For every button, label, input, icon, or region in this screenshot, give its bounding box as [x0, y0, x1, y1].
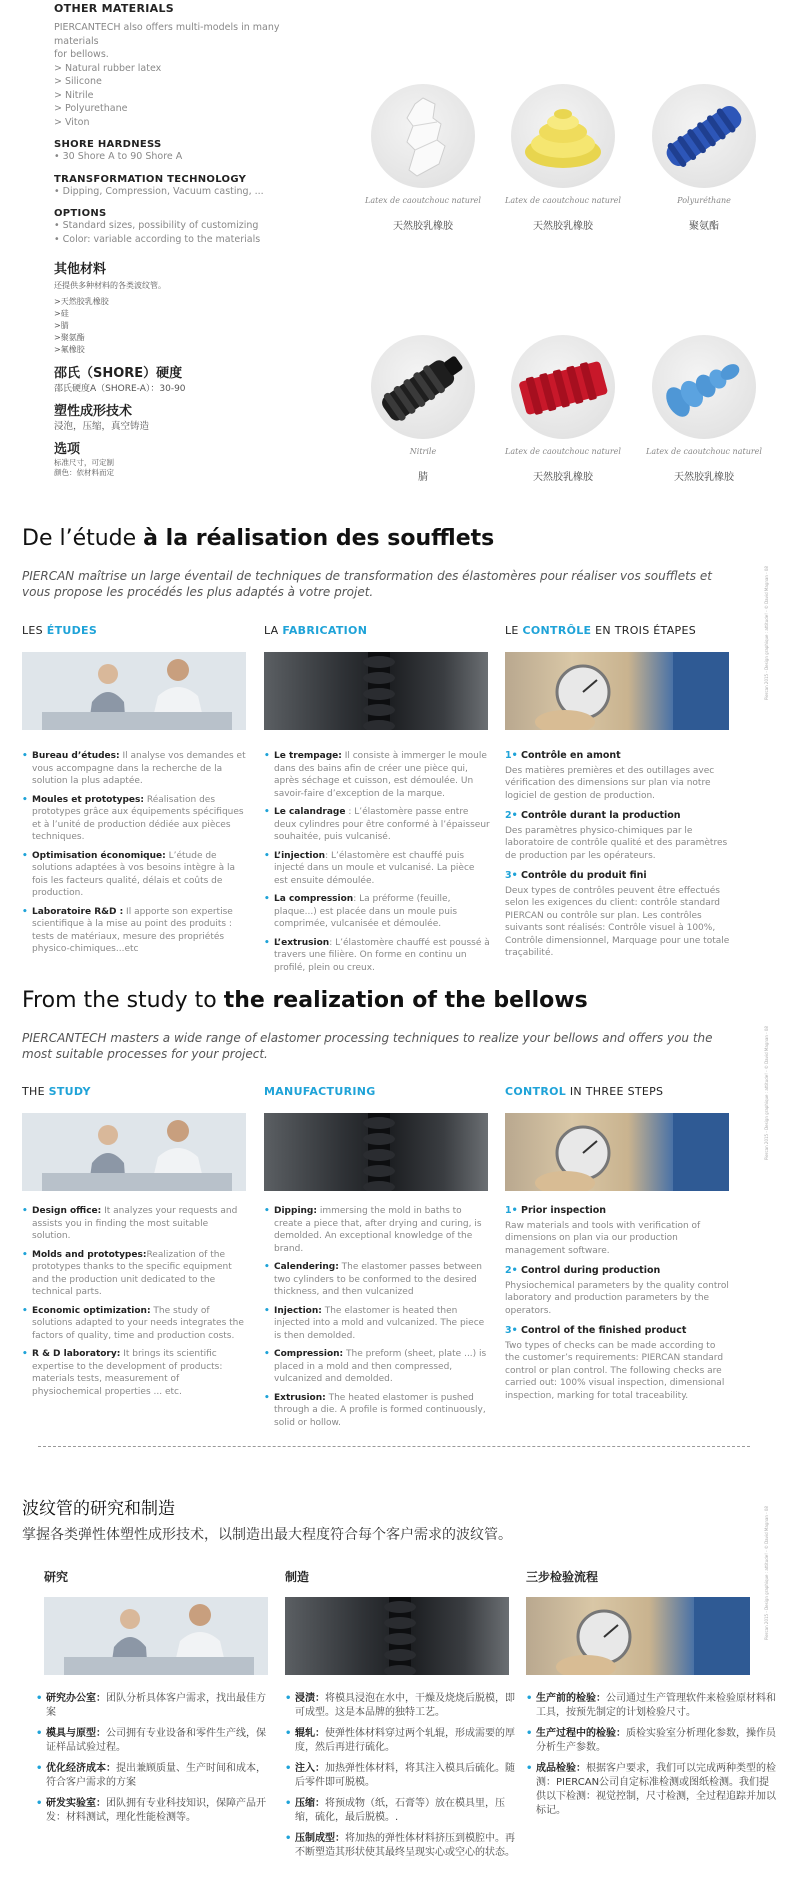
step-heading [505, 750, 731, 763]
item-text: : L’élastomère est chauffé puis injecté dans un moule et vulcanisé. La pièce est ensuite démoulée. [274, 850, 475, 886]
en-title-plain: From the study to [22, 988, 224, 1013]
en-ctrl-list [505, 1205, 731, 1410]
fr-col-studies [22, 624, 97, 637]
item-key: 研究办公室： [46, 1693, 106, 1704]
cn-other-list [54, 296, 314, 356]
step-heading [505, 1205, 731, 1218]
item-text: Il analyse vos demandes et vous accompagne dans la recherche de la solution la plus adaptée. [32, 751, 246, 786]
cn-shore-title: 邵氏（SHORE）硬度 [54, 366, 183, 381]
product-latex-yellow [503, 84, 623, 232]
cn-options-title: 选项 [54, 442, 81, 457]
en-intro: PIERCANTECH masters a wide range of elastomer processing techniques to realize your bellows and offers you the most suitable processes for your project. [22, 1031, 713, 1061]
item-key: 模具与原型： [46, 1728, 106, 1739]
product-latin: Latex de caoutchouc naturel [505, 447, 621, 456]
item-text: 公司拥有专业设备和零件生产线，保证样品试验过程。 [46, 1728, 266, 1753]
product-cn: 天然胶乳橡胶 [674, 472, 734, 483]
item-key: 研发实验室： [46, 1798, 106, 1809]
list-item [264, 893, 490, 931]
office-photo [22, 1113, 246, 1191]
cn-intro: 掌握各类弹性体塑性成形技术，以制造出最大程度符合每个客户需求的波纹管。 [22, 1527, 512, 1543]
material-item: > Polyurethane [54, 103, 128, 114]
item-text: 加热弹性体材料，将其注入模具后硫化。随后零件即可脱模。 [295, 1763, 515, 1788]
side-credit: Piercan 2015 - Design graphique : attitude! - © David Magnan - 08 [764, 566, 769, 700]
item-key: 注入： [295, 1763, 325, 1774]
options-text: • Standard sizes, possibility of customizing • Color: variable according to the materials [54, 220, 261, 245]
list-item [36, 1727, 268, 1755]
shore-value: 30 Shore A to 90 Shore A [62, 151, 183, 162]
item-text: 将模具浸泡在水中，干燥及烧烧后脱模，即可成型。这是本品牌的独特工艺。 [295, 1693, 515, 1718]
en-title-bold: the realization of the bellows [223, 988, 588, 1013]
item-text: The elastomer passes between two cylinders to be conformed to the desired thickness, and then vulcanized [274, 1262, 483, 1297]
fr-col-fabrication [264, 624, 367, 637]
control-photo [505, 652, 729, 730]
cn-material-item: >天然胶乳橡胶 [54, 297, 109, 306]
en-title [22, 988, 588, 1013]
step-title: Contrôle du produit fini [517, 870, 647, 881]
product-cn: 天然胶乳橡胶 [533, 221, 593, 232]
list-item [264, 1305, 490, 1343]
other-materials-title: OTHER MATERIALS [54, 2, 175, 15]
section-divider [38, 1446, 750, 1447]
item-text: immersing the mold in baths to create a piece that, after drying and curing, is demolded. An exceptional knowledge of the brand. [274, 1206, 482, 1254]
list-item [22, 1249, 248, 1299]
trans-text: • Dipping, Compression, Vacuum casting, ... [54, 185, 264, 197]
step-text: Deux types de contrôles peuvent être effectués selon les exigences du client: contrôle standard PIERCAN ou contrôle sur plan. Les contrôles suivants sont réalisés: Contrôle visuel à 100%, Contrôle dimensionnel, Marquage pour une totale traçabilité. [505, 885, 730, 958]
list-item [22, 794, 248, 844]
item-text: Réalisation des prototypes grâce aux équipements spécifiques et à l’unité de production dédiée aux pièces techniques. [32, 794, 244, 842]
fr-title [22, 526, 494, 551]
shore-text: • 30 Shore A to 90 Shore A [54, 151, 183, 162]
item-key: Laboratoire R&D : [32, 906, 124, 917]
list-item [285, 1692, 517, 1720]
list-item [285, 1762, 517, 1790]
fr-col1-pre: LES [22, 624, 47, 637]
trans-title: TRANSFORMATION TECHNOLOGY [54, 173, 247, 185]
item-key: Optimisation économique: [32, 850, 166, 861]
step-text: Des paramètres physico-chimiques par le laboratoire de contrôle qualité et des paramètres de production par les opérateurs. [505, 825, 728, 861]
fr-col3-post: EN TROIS ÉTAPES [591, 624, 696, 637]
product-nitrile [363, 335, 483, 483]
cn-material-item: >氟橡胶 [54, 345, 85, 354]
control-photo [505, 1113, 729, 1191]
en-col1-hl: STUDY [48, 1085, 91, 1098]
product-latex-red [503, 335, 623, 483]
list-item [22, 1205, 248, 1243]
list-item [36, 1762, 268, 1790]
list-item [264, 1261, 490, 1299]
list-item [526, 1692, 776, 1720]
step-heading [505, 810, 731, 823]
product-latin: Nitrile [409, 447, 437, 456]
en-col3-post: IN THREE STEPS [566, 1085, 664, 1098]
step-text: Raw materials and tools with verification of dimensions on plan via our production management software. [505, 1220, 701, 1256]
fr-study-list [22, 750, 248, 962]
item-text: 将加热的弹性体材料挤压到模腔中。再不断塑造其形状使其最终呈现实心或空心的状态。 [295, 1833, 515, 1858]
product-cn: 腈 [418, 472, 428, 483]
step-number: 3• [505, 870, 518, 881]
product-cn: 聚氨酯 [689, 221, 719, 232]
side-credit: Piercan 2015 - Design graphique : attitude! - © David Magnan - 08 [764, 1506, 769, 1640]
step-heading [505, 1325, 731, 1338]
cn-title: 波纹管的研究和制造 [22, 1499, 175, 1519]
step-number: 1• [505, 1205, 518, 1216]
cn-col-manufacturing: 制造 [285, 1570, 310, 1584]
step-heading [505, 870, 731, 883]
fr-col1-hl: ÉTUDES [46, 624, 98, 637]
fr-col-control [505, 624, 696, 637]
list-item [264, 1205, 490, 1255]
step-heading [505, 1265, 731, 1278]
cn-trans-text: 浸泡，压缩，真空铸造 [54, 421, 150, 432]
item-text: : L’élastomère chauffé est poussé à travers une filière. On forme en continu un profilé, plein ou creux. [274, 937, 490, 973]
product-image [371, 335, 475, 439]
product-latin: Polyuréthane [677, 196, 731, 205]
cn-material-item: >腈 [54, 321, 69, 330]
cn-other-intro: 还提供多种材料的各类波纹管。 [54, 281, 166, 290]
item-text: The preform (sheet, plate ...) is placed in a mold and then compressed, vulcanized and demolded. [274, 1349, 487, 1384]
manufacturing-photo [285, 1597, 509, 1675]
cn-material-item: >聚氨酯 [54, 333, 85, 342]
en-study-list [22, 1205, 248, 1404]
step-title: Control of the finished product [517, 1325, 687, 1336]
product-image [371, 84, 475, 188]
fr-intro: PIERCAN maîtrise un large éventail de techniques de transformation des élastomères pour réaliser vos soufflets et vous propose les procédés les plus adaptés à votre projet. [22, 569, 712, 599]
cn-col-control: 三步检验流程 [526, 1570, 599, 1584]
item-text: L’étude de solutions adaptées à vos besoins intègre à la fois les facteurs qualité, délais et coûts de production. [32, 850, 236, 898]
fr-col2-hl: FABRICATION [282, 624, 368, 637]
step-title: Control during production [517, 1265, 661, 1276]
product-image [511, 84, 615, 188]
material-item: > Viton [54, 116, 90, 128]
item-key: Molds and prototypes: [32, 1249, 147, 1260]
item-text: : La préforme (feuille, plaque...) est placée dans un moule puis comprimée, vulcanisée et démoulée. [274, 894, 458, 929]
item-key: 生产前的检验： [536, 1693, 606, 1704]
fr-col2-pre: LA [264, 624, 283, 637]
step-text: Des matières premières et des outillages avec vérification des dimensions sur plan via notre logiciel de gestion de production. [505, 765, 715, 801]
en-col-manufacturing [264, 1085, 376, 1098]
en-col2-hl: MANUFACTURING [264, 1085, 376, 1098]
item-text: 质检实验室分析理化参数，操作员分析生产参数。 [536, 1728, 776, 1753]
item-key: Dipping: [274, 1206, 317, 1216]
step-title: Contrôle en amont [517, 750, 621, 761]
fr-title-plain: De l’étude [22, 526, 144, 551]
cn-col-study: 研究 [44, 1570, 69, 1584]
product-cn: 天然胶乳橡胶 [533, 472, 593, 483]
material-item: > Nitrile [54, 89, 94, 101]
list-item [36, 1692, 268, 1720]
list-item [22, 1348, 248, 1398]
manufacturing-photo [264, 1113, 488, 1191]
item-text: 团队分析具体客户需求，找出最佳方案 [46, 1693, 266, 1718]
list-item [22, 1305, 248, 1343]
item-key: 优化经济成本： [46, 1763, 116, 1774]
step-number: 2• [505, 1265, 518, 1276]
cn-trans-title: 塑性成形技术 [54, 404, 133, 419]
item-text: 公司通过生产管理软件来检验原材料和工具，按预先制定的计划检验尺寸。 [536, 1693, 776, 1718]
en-mfg-list [264, 1205, 490, 1435]
list-item [526, 1727, 776, 1755]
item-text: It brings its scientific expertise to the development of products: materials tests, measurement of physiochemical properties ... etc. [32, 1349, 223, 1397]
fr-col3-hl: CONTRÔLE [522, 624, 592, 637]
list-item [285, 1727, 517, 1755]
item-key: Le trempage: [274, 751, 342, 761]
cn-option-item: 标准尺寸，可定制 [54, 458, 114, 467]
item-key: Injection: [274, 1305, 322, 1316]
step-text: Two types of checks can be made according to the customer’s requirements: PIERCAN standard control or plan control. The following checks are carried out: 100% visual inspection, dimensional inspection, marking for total traceability. [505, 1340, 725, 1401]
en-col-control [505, 1085, 663, 1098]
product-latex-white [363, 84, 483, 232]
list-item [264, 850, 490, 888]
item-key: Design office: [32, 1206, 102, 1216]
list-item [285, 1832, 517, 1860]
item-key: 辊轧： [295, 1728, 325, 1739]
shore-title: SHORE HARDNESS [54, 139, 162, 150]
option-item: Color: variable according to the materials [62, 233, 261, 245]
item-text: 团队拥有专业科技知识，保障产品开发：材料测试，理化性能检测等。 [46, 1798, 266, 1823]
control-photo [526, 1597, 750, 1675]
fr-mfg-list [264, 750, 490, 980]
step-number: 2• [505, 810, 518, 821]
product-cn: 天然胶乳橡胶 [393, 221, 453, 232]
intro-line: for bellows. [54, 49, 109, 60]
item-text: The elastomer is heated then injected into a mold and vulcanized. The piece is then demolded. [274, 1305, 485, 1341]
material-item: > Silicone [54, 76, 102, 87]
item-text: 使弹性体材料穿过两个轧辊，形成需要的厚度，然后再进行硫化。 [295, 1728, 515, 1753]
cn-ctrl-list [526, 1692, 776, 1825]
item-text: The study of solutions adapted to your needs integrates the factors of quality, time and production costs. [32, 1305, 244, 1341]
item-text: : L’élastomère passe entre deux cylindres pour être conformé à l’épaisseur souhaitée, puis vulcanisé. [274, 807, 490, 842]
item-key: Economic optimization: [32, 1305, 151, 1316]
other-materials-intro [54, 21, 314, 129]
product-image [652, 335, 756, 439]
manufacturing-photo [264, 652, 488, 730]
item-key: R & D laboratory: [32, 1349, 121, 1359]
item-key: 生产过程中的检验： [536, 1728, 626, 1739]
cn-study-list [36, 1692, 268, 1832]
item-key: Moules et prototypes: [32, 794, 144, 805]
item-text: The heated elastomer is pushed through a die. A profile is formed continuously, solid or hollow. [274, 1392, 486, 1428]
item-key: Compression: [274, 1349, 344, 1359]
option-item: Standard sizes, possibility of customizing [62, 220, 259, 231]
item-text: 将预成物（纸，石膏等）放在模具里，压缩，硫化，最后脱模。. [295, 1798, 505, 1823]
item-key: 压缩： [295, 1798, 325, 1809]
step-title: Contrôle durant la production [517, 810, 681, 821]
item-key: 成品检验： [536, 1763, 586, 1774]
material-item: > Natural rubber latex [54, 62, 162, 74]
fr-title-bold: à la réalisation des soufflets [143, 526, 495, 551]
list-item [264, 937, 490, 975]
item-text: It analyzes your requests and assists you in finding the most suitable solution. [32, 1206, 238, 1241]
item-key: 浸渍： [295, 1693, 325, 1704]
fr-col3-pre: LE [505, 624, 523, 637]
item-key: L’extrusion [274, 937, 330, 948]
en-col-study [22, 1085, 91, 1098]
item-key: La compression [274, 894, 354, 904]
office-photo [22, 652, 246, 730]
product-latin: Latex de caoutchouc naturel [646, 447, 762, 456]
cn-material-item: >硅 [54, 309, 69, 318]
item-text: 根据客户要求，我们可以完成两种类型的检测：PIERCAN公司自定标准检测或图纸检测。我们提供以下检测：视觉控制，尺寸检测，全过程追踪并加以标记。 [536, 1763, 776, 1816]
materials-panel [54, 2, 314, 478]
side-credit: Piercan 2015 - Design graphique : attitude! - © David Magnan - 08 [764, 1026, 769, 1160]
fr-ctrl-list [505, 750, 731, 968]
list-item [22, 750, 248, 788]
list-item [264, 750, 490, 800]
product-image [511, 335, 615, 439]
product-image [652, 84, 756, 188]
list-item [264, 1348, 490, 1386]
step-text: Physiochemical parameters by the quality control laboratory and production parameters by the operators. [505, 1280, 729, 1316]
cn-shore-text: 邵氏硬度A（SHORE-A）：30-90 [54, 384, 186, 394]
cn-option-item: 颜色：依材料而定 [54, 468, 114, 477]
item-key: Bureau d’études: [32, 751, 120, 761]
en-col1-pre: THE [22, 1085, 49, 1098]
item-text: Il consiste à immerger le moule dans des bains afin de créer une pièce qui, après séchage et cuisson, est démoulée. Un savoir-faire d’exception de la marque. [274, 751, 487, 799]
list-item [264, 1392, 490, 1430]
product-latex-blue [644, 335, 764, 483]
product-latin: Latex de caoutchouc naturel [365, 196, 481, 205]
item-text: Il apporte son expertise scientifique à la mise au point des produits : tests de matériaux, mesure des propriétés physico-chimiques...etc [32, 906, 233, 954]
intro-line: PIERCANTECH also offers multi-models in many materials [54, 22, 280, 47]
item-key: Calendering: [274, 1262, 339, 1272]
list-item [264, 806, 490, 844]
list-item [285, 1797, 517, 1825]
step-number: 1• [505, 750, 518, 761]
cn-options-list [54, 458, 314, 478]
item-text: 提出兼顾质量、生产时间和成本，符合客户需求的方案 [46, 1763, 266, 1788]
options-title: OPTIONS [54, 208, 107, 219]
cn-other-title: 其他材料 [54, 262, 107, 277]
item-key: Extrusion: [274, 1392, 326, 1403]
item-text: Realization of the prototypes thanks to the specific equipment and the production unit dedicated to the technical parts. [32, 1249, 232, 1297]
item-key: L’injection [274, 850, 326, 861]
product-latin: Latex de caoutchouc naturel [505, 196, 621, 205]
item-key: 压制成型： [295, 1833, 345, 1844]
list-item [22, 850, 248, 900]
step-title: Prior inspection [517, 1205, 607, 1216]
en-col3-hl: CONTROL [505, 1085, 567, 1098]
office-photo [44, 1597, 268, 1675]
product-polyurethane [644, 84, 764, 232]
step-number: 3• [505, 1325, 518, 1336]
list-item [22, 906, 248, 956]
list-item [526, 1762, 776, 1818]
item-key: Le calandrage [274, 807, 346, 817]
trans-value: Dipping, Compression, Vacuum casting, ... [62, 185, 264, 197]
cn-mfg-list [285, 1692, 517, 1867]
list-item [36, 1797, 268, 1825]
